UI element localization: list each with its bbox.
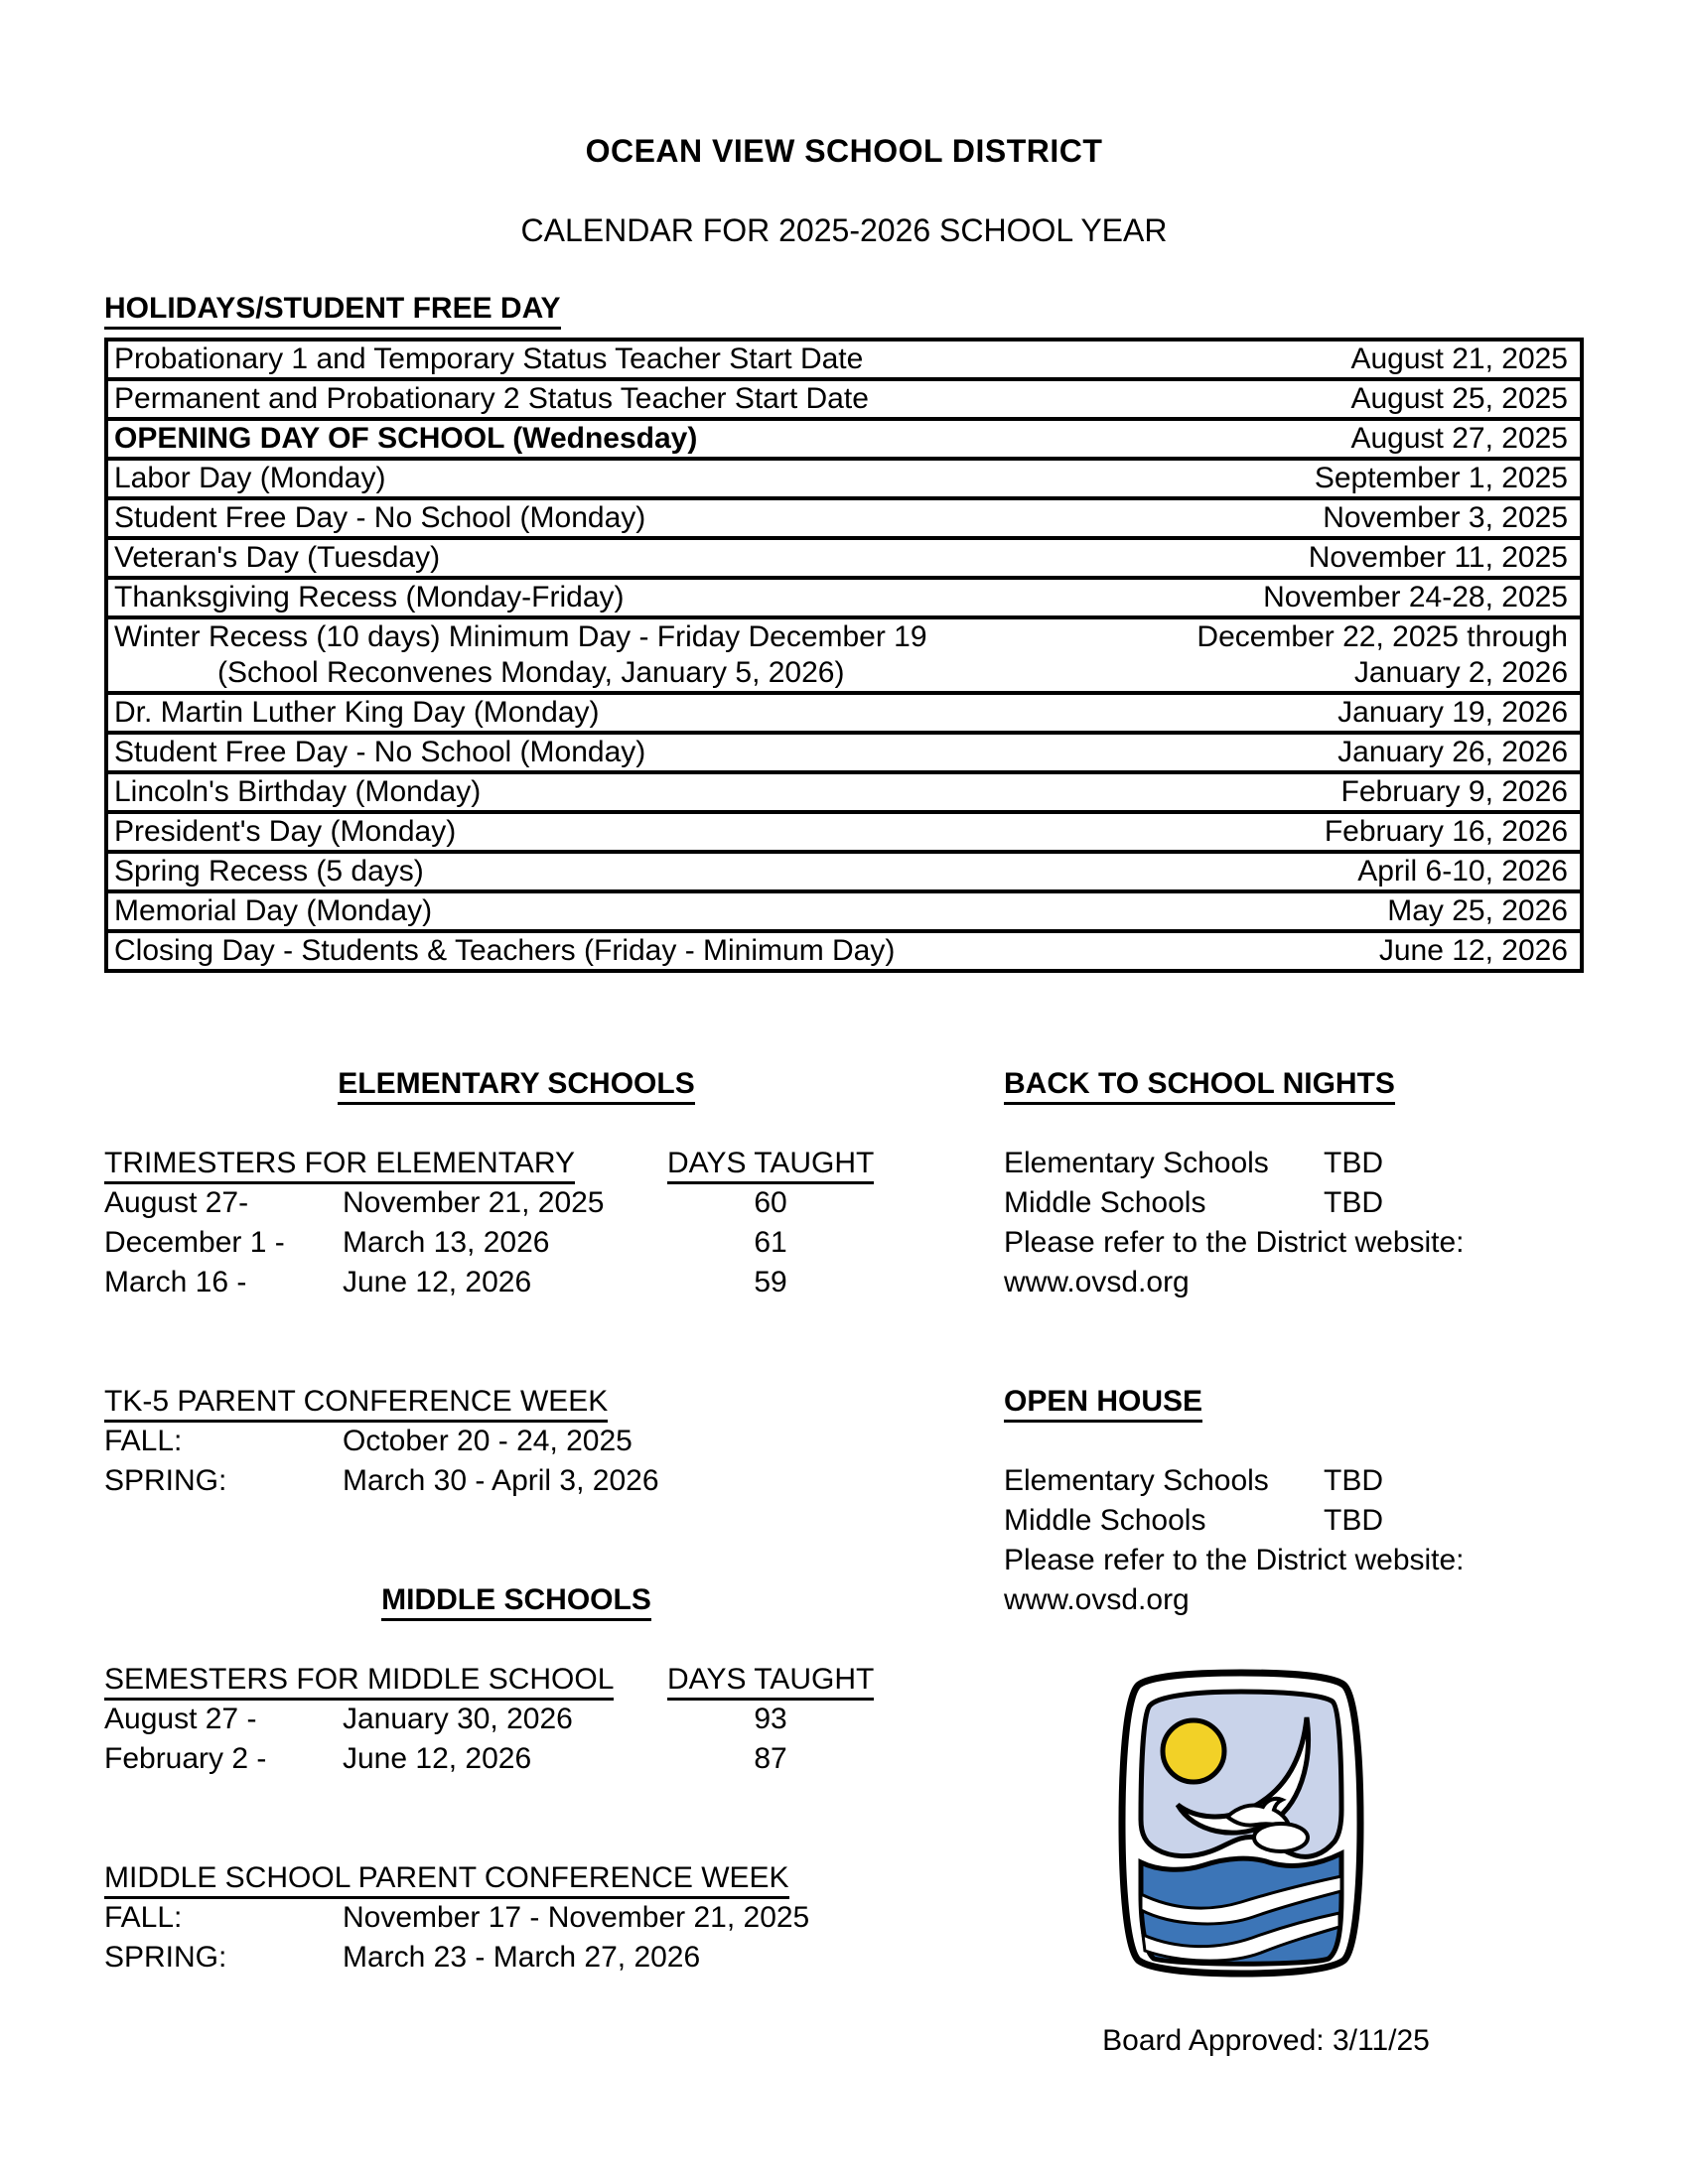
middle-schools-heading: MIDDLE SCHOOLS (104, 1580, 928, 1620)
table-row (108, 850, 1580, 889)
board-approved-note: Board Approved: 3/11/25 (1102, 2024, 1430, 2057)
trimester-row: December 1 - March 13, 2026 61 (104, 1226, 787, 1259)
conference-row: FALL: October 20 - 24, 2025 (104, 1425, 633, 1457)
days-taught-heading: DAYS TAUGHT (667, 1663, 874, 1701)
page-subtitle: CALENDAR FOR 2025-2026 SCHOOL YEAR (520, 212, 1168, 248)
semester-row: August 27 - January 30, 2026 93 (104, 1703, 787, 1735)
conference-row: FALL: November 17 - November 21, 2025 (104, 1901, 810, 1934)
conference-row: SPRING: March 30 - April 3, 2026 (104, 1464, 659, 1497)
tbd-value: TBD (1324, 1464, 1383, 1497)
table-row-opening-day (108, 417, 1580, 457)
trimesters-header-row (104, 1144, 928, 1183)
list-item: Middle Schools TBD (1004, 1501, 1584, 1541)
district-logo (1112, 1666, 1370, 1980)
holiday-label: Lincoln's Birthday (Monday) (114, 775, 482, 808)
open-house-heading: OPEN HOUSE (1004, 1382, 1584, 1422)
list-item: Middle Schools TBD (1004, 1183, 1584, 1223)
table-row (108, 929, 1580, 969)
holiday-date: August 21, 2025 (1350, 342, 1568, 375)
logo-sun-icon (1163, 1720, 1224, 1782)
holiday-label: Winter Recess (10 days) Minimum Day - Friday December 19 (114, 620, 927, 653)
holiday-label: Probationary 1 and Temporary Status Teacher Start Date (114, 342, 864, 375)
holidays-section-heading (104, 292, 561, 330)
table-row (108, 576, 1580, 615)
trimesters-heading: TRIMESTERS FOR ELEMENTARY (104, 1147, 575, 1184)
holiday-label: Labor Day (Monday) (114, 462, 386, 494)
holiday-date: June 12, 2026 (1378, 934, 1568, 967)
holiday-label: Thanksgiving Recess (Monday-Friday) (114, 581, 625, 614)
holiday-label: OPENING DAY OF SCHOOL (Wednesday) (114, 422, 698, 455)
holiday-label: Spring Recess (5 days) (114, 855, 424, 887)
table-row (108, 457, 1580, 496)
holiday-label-line2: (School Reconvenes Monday, January 5, 2026) (217, 656, 845, 689)
left-column (104, 1064, 928, 1978)
trimester-row: August 27- November 21, 2025 60 (104, 1186, 787, 1219)
logo-wave-crest (1254, 1824, 1308, 1851)
table-row (108, 341, 1580, 377)
elementary-schools-heading: ELEMENTARY SCHOOLS (104, 1064, 928, 1104)
holiday-date: February 16, 2026 (1324, 815, 1568, 848)
semesters-header-row (104, 1660, 928, 1700)
holiday-label: President's Day (Monday) (114, 815, 457, 848)
table-row (108, 770, 1580, 810)
table-row (108, 377, 1580, 417)
holiday-date: January 19, 2026 (1337, 696, 1568, 729)
ms-conference-heading: MIDDLE SCHOOL PARENT CONFERENCE WEEK (104, 1858, 928, 1898)
conference-row: SPRING: March 23 - March 27, 2026 (104, 1941, 701, 1974)
table-row (108, 889, 1580, 929)
table-row (108, 496, 1580, 536)
holiday-date: August 27, 2025 (1350, 422, 1568, 455)
tk5-conference-heading: TK-5 PARENT CONFERENCE WEEK (104, 1382, 928, 1422)
holiday-label: Memorial Day (Monday) (114, 894, 433, 927)
tbd-value: TBD (1324, 1504, 1383, 1537)
table-row-winter-recess (108, 615, 1580, 691)
days-taught-heading: DAYS TAUGHT (667, 1147, 874, 1184)
holiday-date-line2: January 2, 2026 (1353, 656, 1568, 689)
right-column (1004, 1064, 1584, 1620)
table-row (108, 810, 1580, 850)
holidays-heading-text: HOLIDAYS/STUDENT FREE DAY (104, 292, 561, 330)
holiday-date: November 3, 2025 (1323, 501, 1568, 534)
table-row (108, 731, 1580, 770)
holiday-label: Student Free Day - No School (Monday) (114, 501, 646, 534)
holiday-label: Student Free Day - No School (Monday) (114, 736, 646, 768)
semesters-heading: SEMESTERS FOR MIDDLE SCHOOL (104, 1663, 614, 1701)
website-note: Please refer to the District website: (1004, 1544, 1465, 1576)
back-to-school-heading: BACK TO SCHOOL NIGHTS (1004, 1064, 1584, 1104)
holiday-date: May 25, 2026 (1387, 894, 1568, 927)
holiday-label: Dr. Martin Luther King Day (Monday) (114, 696, 600, 729)
website-url: www.ovsd.org (1004, 1266, 1190, 1298)
holiday-label: Closing Day - Students & Teachers (Friday - Minimum Day) (114, 934, 896, 967)
page-title: OCEAN VIEW SCHOOL DISTRICT (585, 133, 1103, 169)
holiday-date: April 6-10, 2026 (1357, 855, 1568, 887)
semester-row: February 2 - June 12, 2026 87 (104, 1742, 787, 1775)
holiday-date: November 11, 2025 (1308, 541, 1568, 574)
website-url: www.ovsd.org (1004, 1583, 1190, 1616)
holiday-date: February 9, 2026 (1340, 775, 1568, 808)
holiday-label: Veteran's Day (Tuesday) (114, 541, 441, 574)
list-item: Elementary Schools TBD (1004, 1461, 1584, 1501)
holiday-date: August 25, 2025 (1350, 382, 1568, 415)
holiday-date: November 24-28, 2025 (1263, 581, 1568, 614)
tbd-value: TBD (1324, 1186, 1383, 1219)
holiday-date: September 1, 2025 (1314, 462, 1568, 494)
website-note: Please refer to the District website: (1004, 1226, 1465, 1259)
trimester-row: March 16 - June 12, 2026 59 (104, 1266, 787, 1298)
holiday-date: December 22, 2025 through (1196, 620, 1568, 653)
holidays-table (104, 338, 1584, 973)
list-item: Elementary Schools TBD (1004, 1144, 1584, 1183)
tbd-value: TBD (1324, 1147, 1383, 1179)
district-logo-graphic (1112, 1666, 1370, 1980)
holiday-label: Permanent and Probationary 2 Status Teacher Start Date (114, 382, 869, 415)
holiday-date: January 26, 2026 (1337, 736, 1568, 768)
table-row (108, 536, 1580, 576)
table-row (108, 691, 1580, 731)
